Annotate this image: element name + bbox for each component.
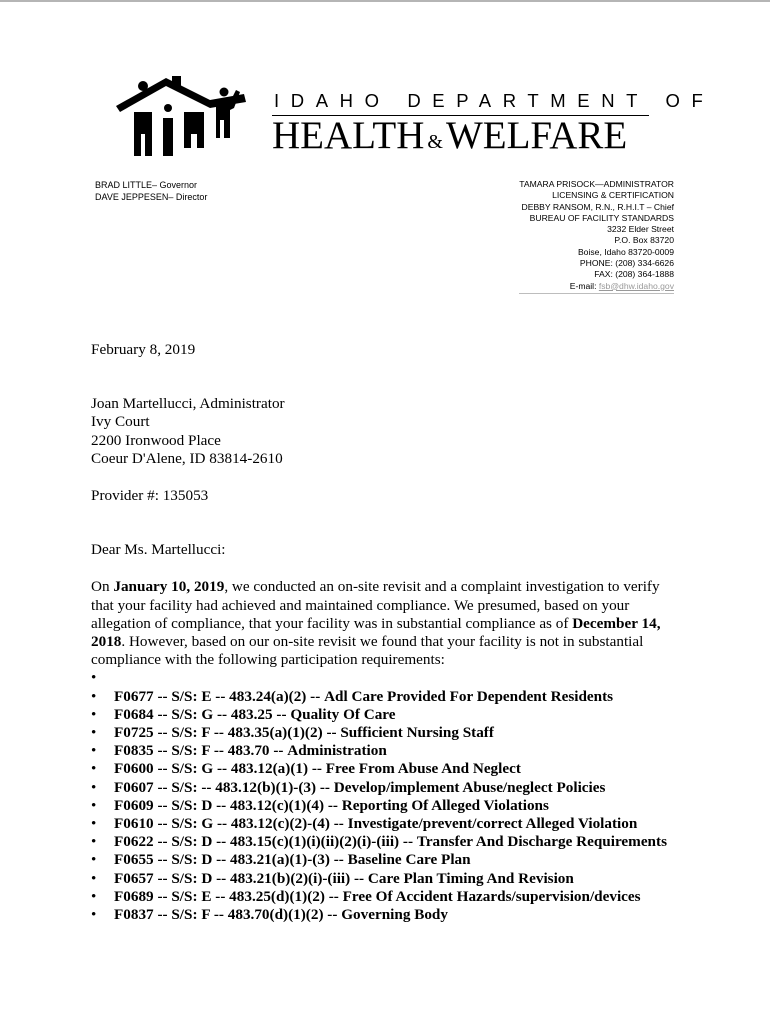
deficiency-item (91, 851, 681, 869)
deficiency-code: F0684 -- S/S: G -- 483.25 -- (114, 705, 287, 723)
bullet-icon: • (91, 905, 97, 923)
department-title-welfare: WELFARE (445, 114, 628, 157)
officials-left-block (95, 179, 207, 203)
deficiency-title: Investigate/prevent/correct Alleged Violation (347, 814, 638, 832)
deficiency-title: Reporting Of Alleged Violations (341, 796, 549, 814)
deficiency-item (91, 815, 681, 833)
deficiency-item (91, 688, 681, 706)
deficiency-item (91, 779, 681, 797)
deficiency-title: Care Plan Timing And Revision (367, 869, 574, 887)
deficiency-title: Quality Of Care (290, 705, 396, 723)
email-label: E-mail: (569, 280, 597, 291)
intro-paragraph (91, 578, 681, 669)
recipient-city: Coeur D'Alene, ID 83814-2610 (91, 449, 283, 467)
deficiency-title: Free Of Accident Hazards/supervision/devices (342, 887, 641, 905)
deficiency-item (91, 724, 681, 742)
deficiency-title: Administration (287, 742, 387, 760)
deficiency-title: Adl Care Provided For Dependent Residents (324, 687, 614, 705)
deficiency-code: F0610 -- S/S: G -- 483.12(c)(2)-(4) -- (114, 814, 344, 832)
bullet-icon: • (91, 778, 97, 796)
revisit-date: January 10, 2019 (113, 578, 225, 596)
deficiency-code: F0600 -- S/S: G -- 483.12(a)(1) -- (114, 760, 322, 778)
page-top-border (0, 0, 770, 2)
deficiency-code: F0622 -- S/S: D -- 483.15(c)(1)(i)(ii)(2)(i)-(iii) -- (114, 833, 414, 851)
salutation: Dear Ms. Martellucci: (91, 541, 226, 559)
po-box-line: P.O. Box 83720 (614, 235, 674, 246)
bullet-icon: • (91, 851, 97, 869)
bullet-icon: • (91, 669, 97, 687)
bullet-icon: • (91, 687, 97, 705)
recipient-facility: Ivy Court (91, 413, 150, 431)
compliance-date: December 14, 2018 (91, 614, 661, 651)
licensing-line: LICENSING & CERTIFICATION (552, 190, 674, 201)
chief-line: DEBBY RANSOM, R.N., R.H.I.T – Chief (521, 201, 674, 212)
bullet-icon: • (91, 869, 97, 887)
department-title-ampersand: & (427, 131, 443, 153)
deficiency-code: F0609 -- S/S: D -- 483.12(c)(1)(4) -- (114, 796, 338, 814)
deficiency-title: Governing Body (341, 905, 448, 923)
deficiency-code: F0835 -- S/S: F -- 483.70 -- (114, 742, 284, 760)
deficiency-title: Sufficient Nursing Staff (340, 724, 494, 741)
intro-text-1: On (91, 578, 114, 596)
bullet-icon: • (91, 796, 97, 814)
deficiency-list (91, 669, 681, 924)
deficiency-title: Develop/implement Abuse/neglect Policies (333, 778, 606, 796)
bureau-line: BUREAU OF FACILITY STANDARDS (529, 212, 674, 223)
letter-body (91, 341, 681, 924)
bullet-icon: • (91, 705, 97, 723)
bullet-icon: • (91, 887, 97, 905)
deficiency-code: F0837 -- S/S: F -- 483.70(d)(1)(2) -- (114, 905, 338, 923)
deficiency-title: Free From Abuse And Neglect (325, 760, 521, 778)
deficiency-code: F0689 -- S/S: E -- 483.25(d)(1)(2) -- (114, 887, 339, 905)
recipient-name: Joan Martellucci, Administrator (91, 395, 285, 413)
deficiency-item (91, 888, 681, 906)
director-line: DAVE JEPPESEN– Director (95, 192, 208, 202)
deficiency-code: F0725 -- S/S: F -- 483.35(a)(1)(2) -- (114, 724, 337, 741)
intro-text-3: . However, based on our on-site revisit we found that your facility is not in substantial compliance with the following participation requirements: (91, 633, 644, 669)
email-line (519, 281, 674, 294)
bullet-icon: • (91, 833, 97, 851)
deficiency-item (91, 870, 681, 888)
deficiency-item (91, 669, 681, 687)
deficiency-item (91, 706, 681, 724)
governor-line: BRAD LITTLE– Governor (95, 180, 198, 190)
intro-text-2: , we conducted an on-site revisit and a complaint investigation to verify that your facility had achieved and maintained compliance. We presumed, based on your allegation of compliance, that your facility was in substantial compliance as of (91, 578, 660, 632)
phone-line: PHONE: (208) 334-6626 (579, 258, 674, 269)
idhw-logo-icon (112, 72, 248, 158)
deficiency-code: F0657 -- S/S: D -- 483.21(b)(2)(i)-(iii) -- (114, 869, 365, 887)
deficiency-item (91, 742, 681, 760)
city-line: Boise, Idaho 83720-0009 (577, 246, 674, 257)
deficiency-item (91, 906, 681, 924)
email-link[interactable]: fsb@dhw.idaho.gov (598, 280, 674, 291)
deficiency-item (91, 797, 681, 815)
deficiency-title: Transfer And Discharge Requirements (416, 833, 667, 851)
bullet-icon: • (91, 814, 97, 832)
bureau-contact-block (519, 179, 674, 294)
recipient-address (91, 395, 681, 468)
bullet-icon: • (91, 724, 97, 741)
department-title (272, 116, 627, 157)
deficiency-item (91, 833, 681, 851)
letter-date: February 8, 2019 (91, 341, 196, 358)
deficiency-title: Baseline Care Plan (347, 851, 471, 869)
bullet-icon: • (91, 742, 97, 760)
administrator-line: TAMARA PRISOCK—ADMINISTRATOR (519, 179, 674, 189)
deficiency-code: F0677 -- S/S: E -- 483.24(a)(2) -- (114, 687, 321, 705)
department-name-line: IDAHO DEPARTMENT OF (274, 90, 715, 111)
deficiency-code: F0655 -- S/S: D -- 483.21(a)(1)-(3) -- (114, 851, 344, 869)
fax-line: FAX: (208) 364-1888 (594, 269, 674, 280)
street-line: 3232 Elder Street (607, 224, 674, 235)
department-title-health: HEALTH (272, 114, 425, 157)
provider-number: Provider #: 135053 (91, 487, 209, 505)
deficiency-code: F0607 -- S/S: -- 483.12(b)(1)-(3) -- (114, 778, 330, 796)
recipient-street: 2200 Ironwood Place (91, 431, 221, 449)
bullet-icon: • (91, 760, 97, 778)
deficiency-item (91, 760, 681, 778)
